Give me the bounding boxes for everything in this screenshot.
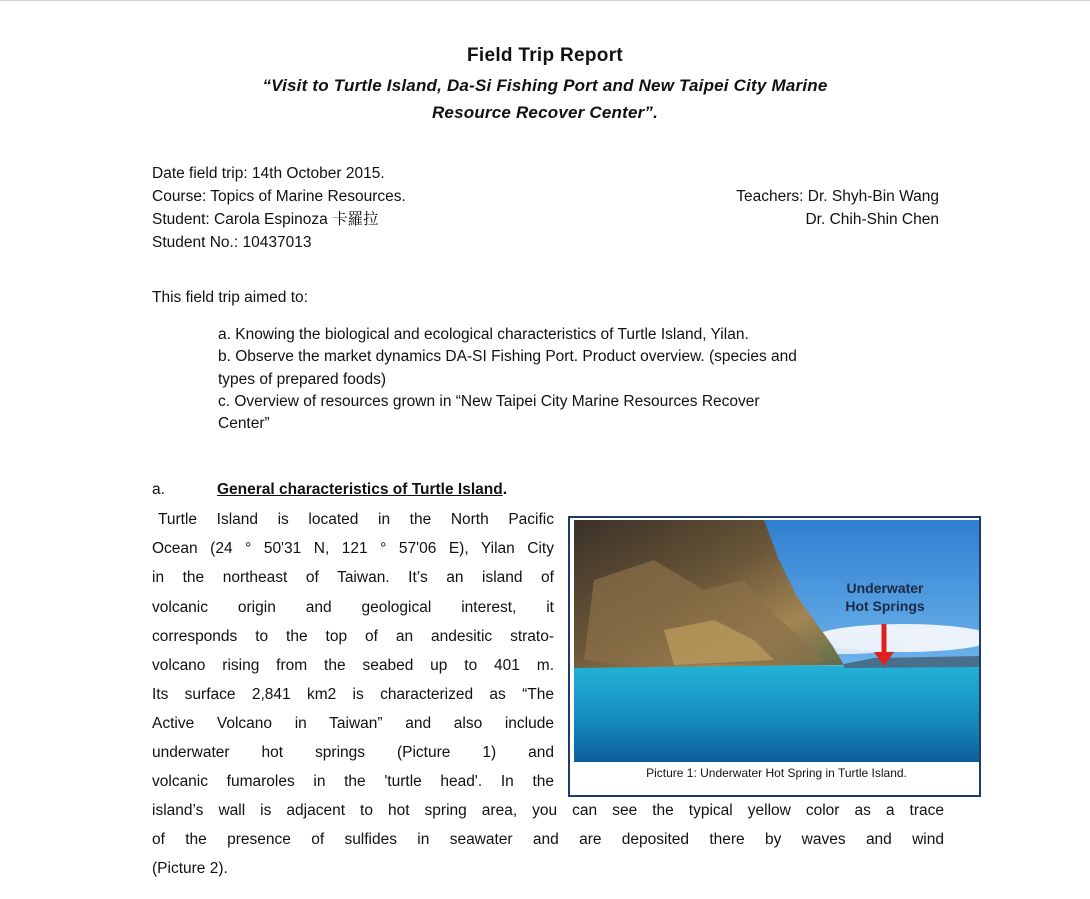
report-subtitle: [180, 72, 910, 126]
aim-b-line-2: types of prepared foods): [218, 371, 387, 388]
aim-c-line-2: Center”: [218, 415, 270, 432]
subtitle-line-1: “Visit to Turtle Island, Da-Si Fishing Port and New Taipei City Marine: [262, 76, 828, 95]
sea: [574, 666, 979, 762]
picture-1-caption: Picture 1: Underwater Hot Spring in Turtle Island.: [646, 766, 907, 780]
report-title: Field Trip Report: [466, 45, 624, 66]
student-number: Student No.: 10437013: [152, 234, 312, 251]
turtle-island-photo: [574, 520, 979, 762]
student-name: Student: Carola Espinoza 卡羅拉: [152, 211, 379, 228]
body-line-2: Ocean (24 ° 50'31 N, 121 ° 57'06 E), Yilan City: [152, 540, 554, 557]
teacher-1: Teachers: Dr. Shyh-Bin Wang: [736, 188, 939, 205]
body-line-6: volcano rising from the seabed up to 401 m.: [152, 657, 554, 674]
body-line-5: corresponds to the top of an andesitic strato-: [152, 628, 554, 645]
body-line-9: underwater hot springs (Picture 1) and: [152, 744, 554, 761]
aim-b-line-1: b. Observe the market dynamics DA-SI Fishing Port. Product overview. (species and: [218, 348, 797, 365]
aim-c-line-1: c. Overview of resources grown in “New Taipei City Marine Resources Recover: [218, 393, 760, 410]
teacher-2: Dr. Chih-Shin Chen: [805, 211, 939, 228]
section-heading-text: General characteristics of Turtle Island: [217, 481, 503, 498]
body-line-3: in the northeast of Taiwan. It’s an island of: [152, 569, 554, 586]
aim-a: a. Knowing the biological and ecological characteristics of Turtle Island, Yilan.: [218, 326, 749, 343]
subtitle-line-2: Resource Recover Center”.: [431, 103, 659, 122]
body-line-7: Its surface 2,841 km2 is characterized as “The: [152, 686, 554, 703]
body-line-4: volcanic origin and geological interest, it: [152, 599, 554, 616]
section-letter: a.: [152, 481, 165, 498]
label-hot-springs: Hot Springs: [845, 598, 925, 614]
label-underwater: Underwater: [846, 580, 924, 596]
section-heading-period: .: [502, 481, 508, 498]
intro-text: This field trip aimed to:: [152, 289, 308, 306]
section-heading: [217, 481, 507, 499]
body-line-10: volcanic fumaroles in the 'turtle head'. In the: [152, 773, 554, 790]
body-line-8: Active Volcano in Taiwan” and also include: [152, 715, 554, 732]
body-line-11: island’s wall is adjacent to hot spring area, you can see the typical yellow color as a trace: [152, 802, 944, 819]
trip-date: Date field trip: 14th October 2015.: [152, 165, 385, 182]
picture-1-figure: [568, 516, 981, 797]
body-line-13: (Picture 2).: [152, 860, 228, 877]
body-line-12: of the presence of sulfides in seawater and are deposited there by waves and wind: [152, 831, 944, 848]
body-line-1: Turtle Island is located in the North Pacific: [158, 511, 554, 528]
course-name: Course: Topics of Marine Resources.: [152, 188, 406, 205]
